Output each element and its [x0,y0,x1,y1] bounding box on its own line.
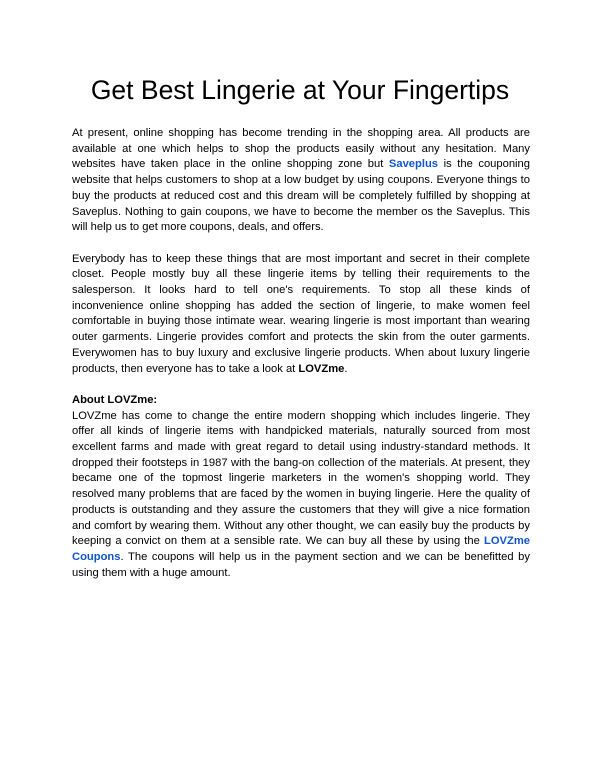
paragraph-lingerie-text-start: Everybody has to keep these things that are most important and secret in their complete closet. People mostly buy all these lingerie items by telling their requirements to the salesperson. It looks hard to tell one's requirements. To stop all these kinds of inconvenience online shopping has added the section of lingerie, to make women feel comfortable in buying those intimate wear. wearing lingerie is most important than wearing outer garments. Lingerie provides comfort and protects the skin from the outer garments. Everywomen has to buy luxury and exclusive lingerie products. When about luxury lingerie products, then everyone has to take a look at [72,252,530,375]
paragraph-intro-text-start: At present, online shopping has become trending in the shopping area. All products are available at one which helps to shop the products easily without any hesitation. Many websites have taken place in the online shopping zone but [72,127,530,171]
section-about-text-start: LOVZme has come to change the entire modern shopping which includes lingerie. They offer all kinds of lingerie items with handpicked materials, naturally sourced from most excellent farms and made with great regard to detail using industry-standard methods. It dropped their footsteps in 1987 with the bang-on collection of the materials. At present, they became one of the topmost lingerie marketers in the women's shopping world. They resolved many problems that are faced by the women in buying lingerie. Here the quality of products is outstanding and they assure the customers that they will give a nice formation and comfort by wearing them. Without any other thought, we can easily buy the products by keeping a convict on them at a sensible rate. We can buy all these by using the [72,409,530,548]
section-about [72,393,530,581]
page-title: Get Best Lingerie at Your Fingertips [90,75,510,105]
paragraph-lingerie [72,252,530,378]
paragraph-intro [72,126,530,236]
section-about-text-end: . The coupons will help us in the payment section and we can be benefitted by using them with a huge amount. [72,550,530,579]
lovzme-brand-text: LOVZme [298,362,345,375]
paragraph-lingerie-text-end: . [344,362,348,375]
saveplus-link[interactable]: Saveplus [388,158,439,171]
section-heading-about: About LOVZme: [72,393,158,406]
paragraph-intro-text-end: is the couponing website that helps customers to shop at a low budget by using coupons. Everyone things to buy the products at reduced cost and this dream will be completely fulfilled by shopping at Saveplus. Nothing to gain coupons, we have to become the member os the Saveplus. This will help us to get more coupons, deals, and offers. [72,158,530,234]
lovzme-coupons-link[interactable]: LOVZme Coupons [72,535,530,563]
document-body [72,126,530,581]
